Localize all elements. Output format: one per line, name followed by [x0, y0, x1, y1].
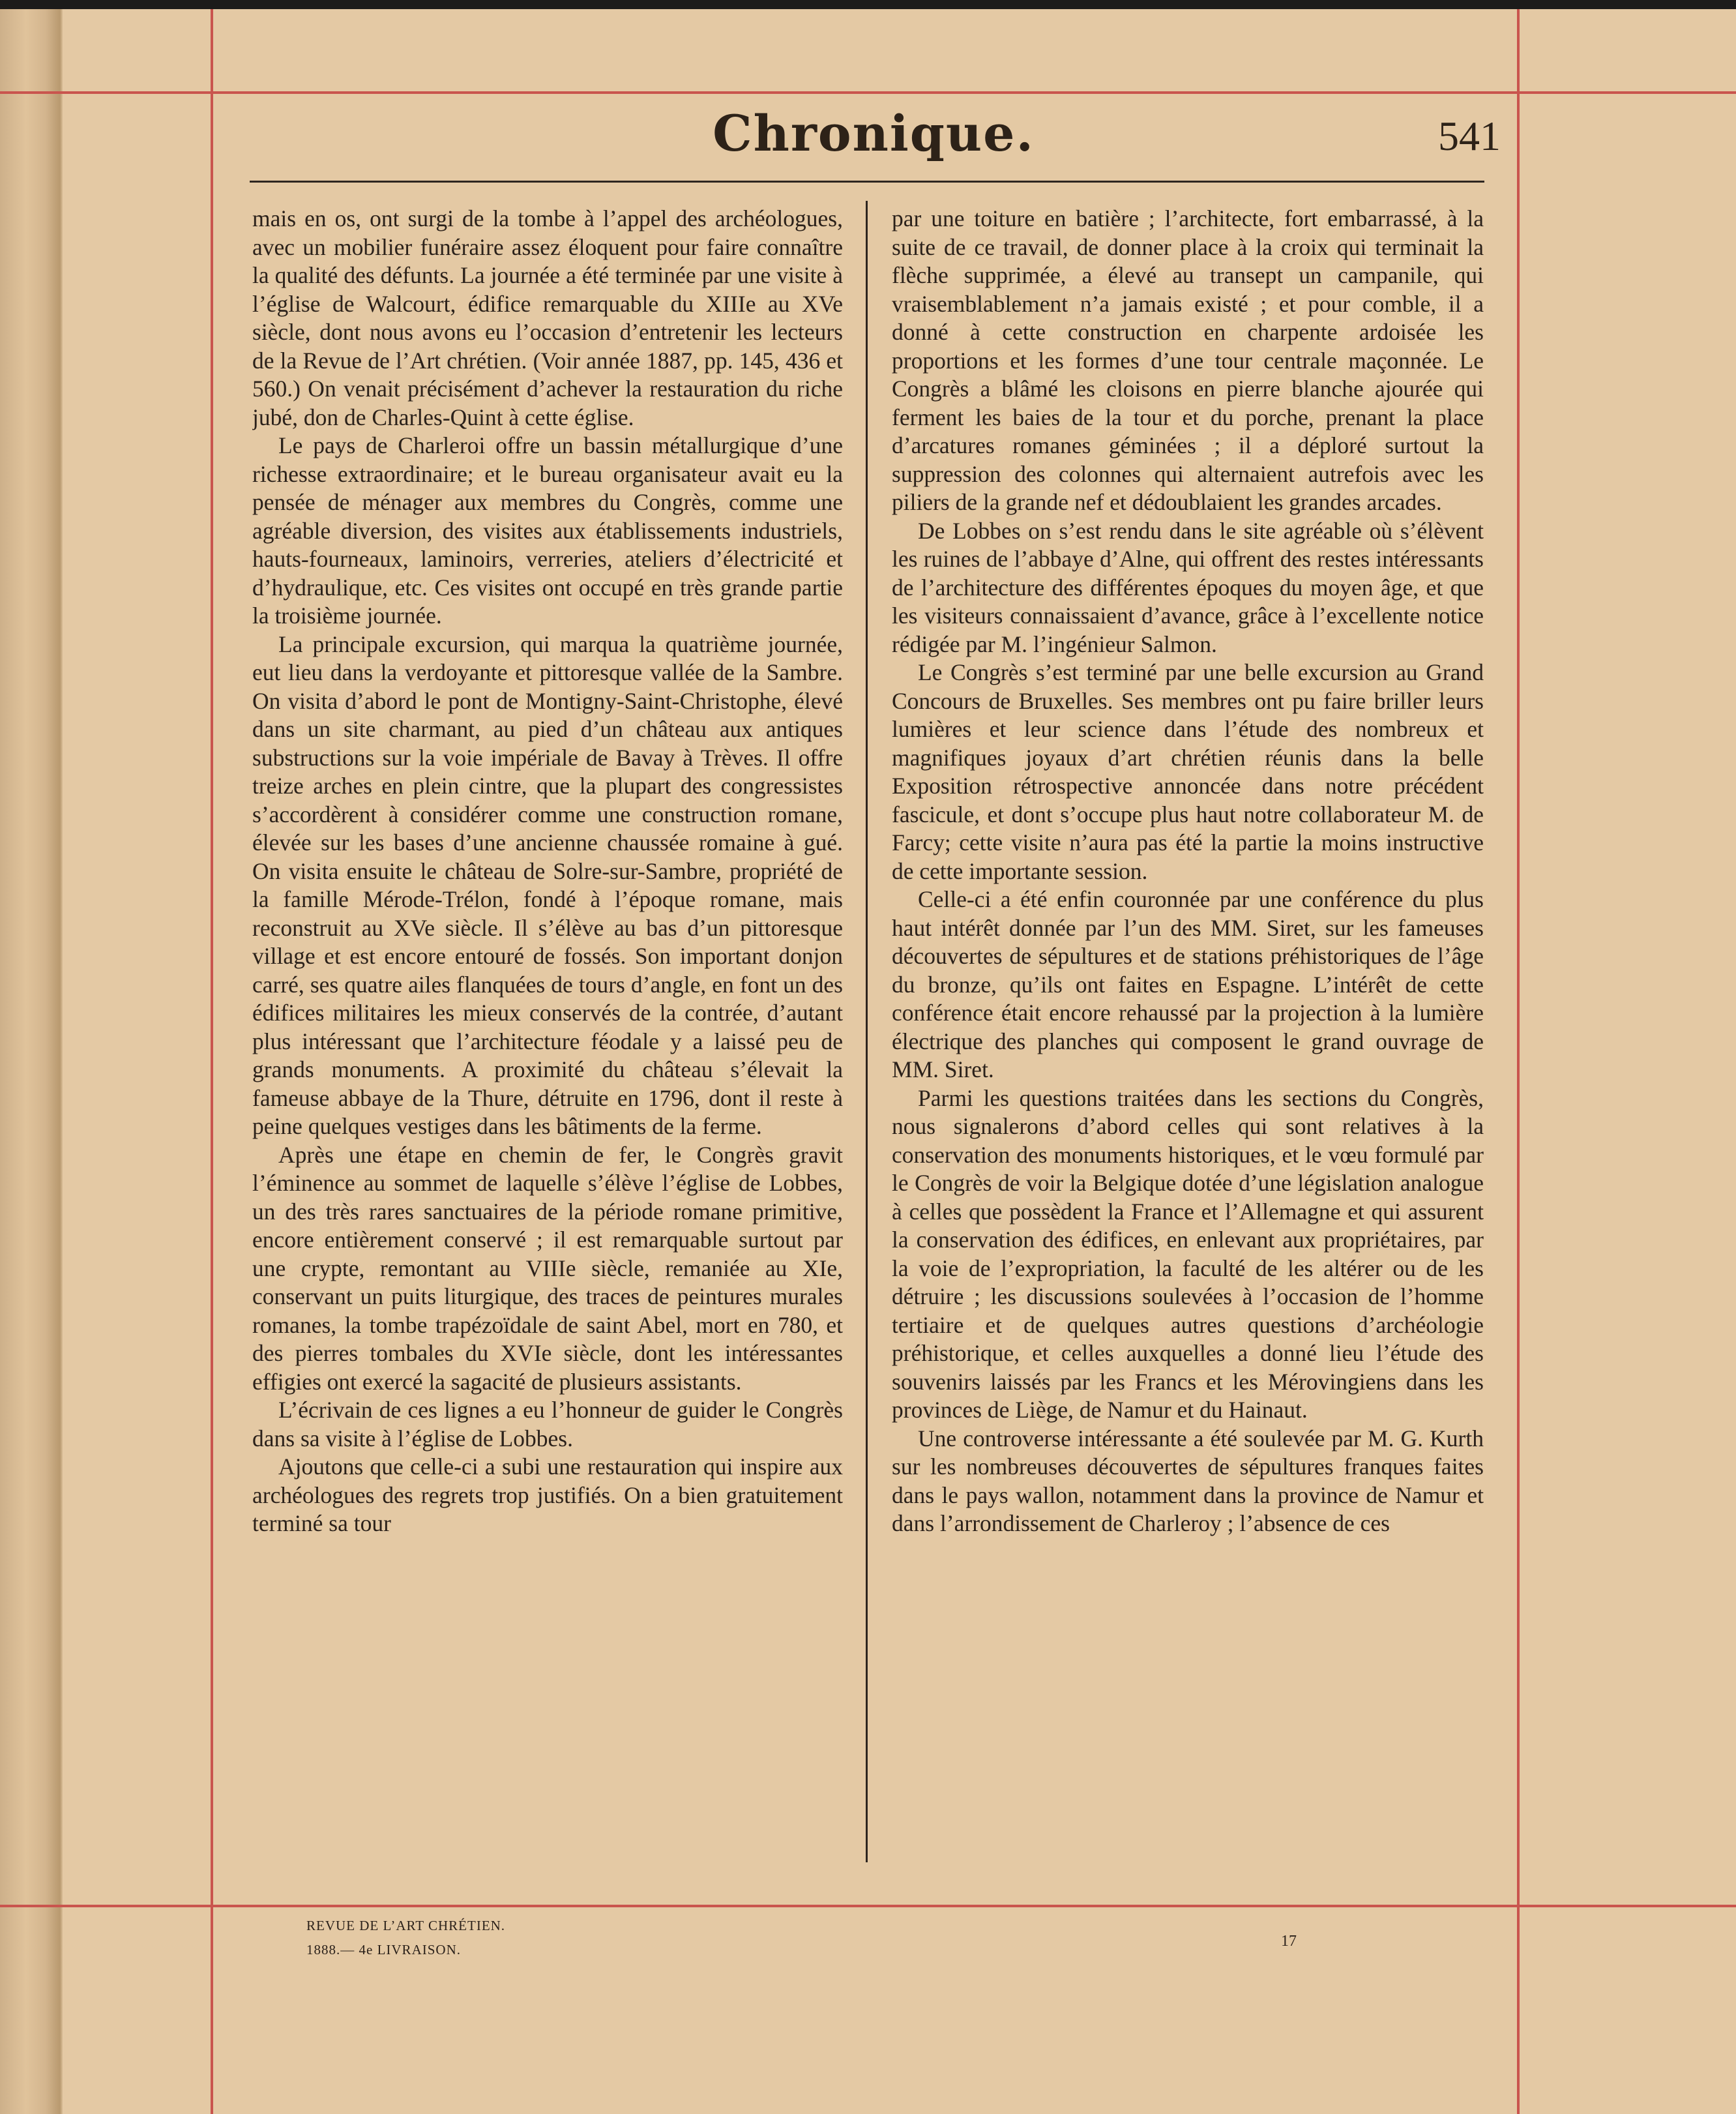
signature-mark: 17 — [1281, 1933, 1297, 1950]
column-divider — [866, 201, 868, 1862]
paragraph: L’écrivain de ces lignes a eu l’honneur de guider le Congrès dans sa visite à l’église de Lobbes. — [252, 1397, 843, 1452]
book-spine — [0, 9, 63, 2114]
page-title: Chronique. — [713, 104, 1035, 162]
paragraph: par une toiture en batière ; l’architecte, fort embarrassé, à la suite de ce travail, de donner place à la croix qui terminait la flèche supprimée, a élevé au transept un campanile, qui vraisemblablement n’a jamais existé ; et pour comble, il a donné à cette construction en charpente ardoisée les proportions et les formes d’une tour centrale maçonnée. Le Congrès a blâmé les cloisons en pierre blanche ajourée qui ferment les baies de la tour et du porche, prenant la place d’arcatures romanes géminées ; il a déploré surtout la suppression des colonnes qui alternaient autrefois avec les piliers de la grande nef et dédoublaient les grandes arcades. — [892, 205, 1484, 515]
page-number: 541 — [1438, 113, 1501, 159]
frame-rule-left — [211, 9, 213, 2114]
text-column-left — [252, 205, 843, 1874]
footer-journal-name: REVUE DE L’ART CHRÉTIEN. — [306, 1918, 506, 1933]
paragraph: mais en os, ont surgi de la tombe à l’appel des archéologues, avec un mobilier funéraire assez éloquent pour faire connaître la qualité des défunts. La journée a été terminée par une visite à l’église de Walcourt, édifice remarquable du XIIIe au XVe siècle, dont nous avons eu l’occasion d’entretenir les lecteurs de la Revue de l’Art chrétien. (Voir année 1887, pp. 145, 436 et 560.) On venait précisément d’achever la restauration du riche jubé, don de Charles-Quint à cette église. — [252, 205, 843, 430]
frame-rule-right — [1517, 9, 1520, 2114]
paragraph: Le pays de Charleroi offre un bassin métallurgique d’une richesse extraordinaire; et le bureau organisateur avait eu la pensée de ménager aux membres du Congrès, comme une agréable diversion, des visites aux établissements industriels, hauts-fourneaux, laminoirs, verreries, ateliers d’électricité et d’hydraulique, etc. Ces visites ont occupé en très grande partie la troisième journée. — [252, 432, 843, 629]
frame-rule-top — [0, 91, 1736, 94]
header-rule — [250, 181, 1484, 183]
paragraph: Celle-ci a été enfin couronnée par une conférence du plus haut intérêt donnée par l’un des MM. Siret, sur les fameuses découvertes de sépultures et de stations préhistoriques de l’âge du bronze, qu’ils ont faites en Espagne. L’intérêt de cette conférence était encore rehaussé par la projection à la lumière électrique des planches qui composent le grand ouvrage de MM. Siret. — [892, 886, 1484, 1082]
paragraph: Parmi les questions traitées dans les sections du Congrès, nous signalerons d’abord celles qui sont relatives à la conservation des monuments historiques, et le vœu formulé par le Congrès de voir la Belgique dotée d’une législation analogue à celles que possèdent la France et l’Allemagne et qui assurent la conservation des édifices, en enlevant aux propriétaires, par la voie de l’expropriation, la faculté de les altérer ou de les détruire ; les discussions soulevées à l’occasion de l’homme tertiaire et de quelques autres questions d’archéologie préhistorique, et celles auxquelles a donné lieu l’étude des souvenirs laissés par les Francs et les Mérovingiens dans les provinces de Liège, de Namur et du Hainaut. — [892, 1084, 1484, 1423]
paragraph: De Lobbes on s’est rendu dans le site agréable où s’élèvent les ruines de l’abbaye d’Alne, qui offrent des restes intéressants de l’architecture des différentes époques du moyen âge, et que les visiteurs connaissaient d’avance, grâce à l’excellente notice rédigée par M. l’ingénieur Salmon. — [892, 517, 1484, 657]
paragraph: Une controverse intéressante a été soulevée par M. G. Kurth sur les nombreuses découvertes de sépultures franques faites dans le pays wallon, notamment dans la province de Namur et dans l’arrondissement de Charleroy ; l’absence de ces — [892, 1425, 1484, 1536]
text-column-right — [892, 205, 1484, 1874]
paragraph: Ajoutons que celle-ci a subi une restauration qui inspire aux archéologues des regrets trop justifiés. On a bien gratuitement terminé sa tour — [252, 1453, 843, 1536]
paragraph: Après une étape en chemin de fer, le Congrès gravit l’éminence au sommet de laquelle s’élève l’église de Lobbes, un des très rares sanctuaires de la période romane primitive, encore entièrement conservé ; il est remarquable surtout par une crypte, remontant au VIIIe siècle, remaniée au XIe, conservant un puits liturgique, des traces de peintures murales romanes, la tombe trapézoïdale de saint Abel, mort en 780, et des pierres tombales du XVIe siècle, dont les intéressantes effigies ont exercé la sagacité de plusieurs assistants. — [252, 1141, 843, 1395]
footer-issue: 1888.— 4e LIVRAISON. — [306, 1942, 461, 1958]
paragraph: La principale excursion, qui marqua la quatrième journée, eut lieu dans la verdoyante et pittoresque vallée de la Sambre. On visita d’abord le pont de Montigny-Saint-Christophe, élevé dans un site charmant, au pied d’un château aux antiques substructions sur la voie impériale de Bavay à Trèves. Il offre treize arches en plein cintre, que la plupart des congressistes s’accordèrent à considérer comme une construction romane, élevée sur les bases d’une ancienne chaussée romaine à gué. On visita ensuite le château de Solre-sur-Sambre, propriété de la famille Mérode-Trélon, fondé à l’époque romane, mais reconstruit au XVe siècle. Il s’élève au bas d’un pittoresque village et est encore entouré de fossés. Son important donjon carré, ses quatre ailes flanquées de tours d’angle, en font un des édifices militaires les mieux conservés de la contrée, d’autant plus intéressant que l’architecture féodale y a laissé peu de grands monuments. A proximité du château s’élevait la fameuse abbaye de la Thure, détruite en 1796, dont il reste à peine quelques vestiges dans les bâtiments de la ferme. — [252, 631, 843, 1139]
paragraph: Le Congrès s’est terminé par une belle excursion au Grand Concours de Bruxelles. Ses membres ont pu faire briller leurs lumières et leur science dans l’étude des nombreux et magnifiques joyaux d’art chrétien réunis dans la belle Exposition rétrospective annoncée dans notre précédent fascicule, et dont s’occupe plus haut notre collaborateur M. de Farcy; cette visite n’aura pas été la partie la moins instructive de cette importante session. — [892, 659, 1484, 884]
frame-rule-bottom — [0, 1905, 1736, 1907]
